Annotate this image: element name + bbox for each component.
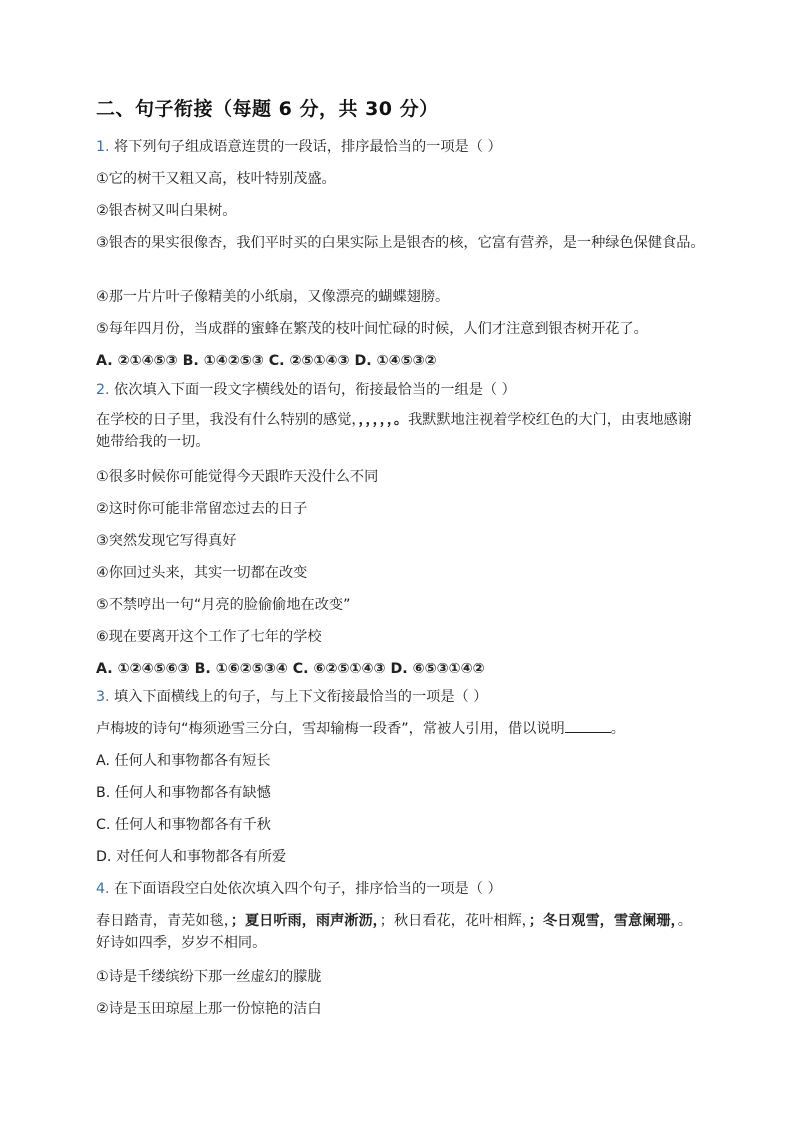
q1-sentence-3: ③银杏的果实很像杏，我们平时买的白果实际上是银杏的核，它富有营养，是一种绿色保健食品。 bbox=[96, 235, 705, 251]
q1-sentence-2: ②银杏树又叫白果树。 bbox=[96, 203, 237, 219]
q1-sentence-5: ⑤每年四月份，当成群的蜜蜂在繁茂的枝叶间忙碌的时候，人们才注意到银杏树开花了。 bbox=[96, 321, 648, 337]
passage-text: 卢梅坡的诗句“梅须逊雪三分白，雪却输梅一段香”，常被人引用，借以说明 bbox=[96, 721, 565, 737]
passage-blanks: ，，，，，。 bbox=[358, 412, 409, 428]
section-title: 二、句子衔接（每题 6 分，共 30 分） bbox=[96, 98, 439, 120]
passage-part: 我默默地注视着学校红色的大门，由衷地感谢她带给我的一切。 bbox=[96, 412, 692, 450]
question-1-stem bbox=[96, 136, 706, 158]
question-number: 3. bbox=[96, 689, 110, 705]
q3-option-c: C. 任何人和事物都各有千秋 bbox=[96, 817, 271, 833]
passage-part: ；秋日看花，花叶相辉， bbox=[379, 913, 529, 929]
q4-sentence-2: ②诗是玉田琼屋上那一份惊艳的洁白 bbox=[96, 1001, 322, 1017]
q1-sentence-4: ④那一片片叶子像精美的小纸扇，又像漂亮的蝴蝶翅膀。 bbox=[96, 289, 450, 305]
q2-sentence-3: ③突然发现它写得真好 bbox=[96, 533, 237, 549]
q4-passage bbox=[96, 910, 706, 954]
passage-part: 在学校的日子里，我没有什么特别的感觉， bbox=[96, 412, 359, 428]
q2-sentence-6: ⑥现在要离开这个工作了七年的学校 bbox=[96, 629, 322, 645]
question-text: 填入下面横线上的句子，与上下文衔接最恰当的一项是（ ） bbox=[109, 689, 488, 705]
question-number: 1. bbox=[96, 139, 110, 155]
question-text: 在下面语段空白处依次填入四个句子，排序恰当的一项是（ ） bbox=[109, 881, 502, 897]
question-number: 2. bbox=[96, 382, 110, 398]
question-text: 依次填入下面一段文字横线处的语句，衔接最恰当的一组是（ ） bbox=[109, 382, 516, 398]
question-3-stem bbox=[96, 686, 706, 708]
question-number: 4. bbox=[96, 881, 110, 897]
question-4-stem bbox=[96, 878, 706, 900]
q2-options: A. ①②④⑤⑥③ B. ①⑥②⑤③④ C. ⑥②⑤①④③ D. ⑥⑤③①④② bbox=[96, 661, 485, 677]
passage-part: 春日踏青，青芜如毯， bbox=[96, 913, 231, 929]
question-2-stem bbox=[96, 379, 706, 401]
q4-sentence-1: ①诗是千缕缤纷下那一丝虚幻的朦胧 bbox=[96, 969, 322, 985]
q3-option-d: D. 对任何人和事物都各有所爱 bbox=[96, 849, 287, 865]
passage-part: ；冬日观雪，雪意阑珊， bbox=[528, 913, 678, 929]
passage-part: ；夏日听雨，雨声淅沥， bbox=[230, 913, 380, 929]
q1-options: A. ②①④⑤③ B. ①④②⑤③ C. ②⑤①④③ D. ①④⑤③② bbox=[96, 353, 437, 369]
q1-sentence-1: ①它的树干又粗又高，枝叶特别茂盛。 bbox=[96, 171, 336, 187]
answer-blank[interactable] bbox=[565, 718, 611, 733]
q2-passage bbox=[96, 409, 706, 453]
q3-option-a: A. 任何人和事物都各有短长 bbox=[96, 753, 271, 769]
q2-sentence-1: ①很多时候你可能觉得今天跟昨天没什么不同 bbox=[96, 469, 379, 485]
q3-passage bbox=[96, 718, 706, 740]
passage-part: 。好诗如四季，岁岁不相同。 bbox=[96, 913, 692, 951]
q2-sentence-5: ⑤不禁哼出一句“月亮的脸偷偷地在改变” bbox=[96, 597, 351, 613]
passage-end: 。 bbox=[610, 721, 625, 737]
q2-sentence-4: ④你回过头来，其实一切都在改变 bbox=[96, 565, 308, 581]
q2-sentence-2: ②这时你可能非常留恋过去的日子 bbox=[96, 501, 308, 517]
q3-option-b: B. 任何人和事物都各有缺憾 bbox=[96, 785, 271, 801]
question-text: 将下列句子组成语意连贯的一段话，排序最恰当的一项是（ ） bbox=[109, 139, 502, 155]
